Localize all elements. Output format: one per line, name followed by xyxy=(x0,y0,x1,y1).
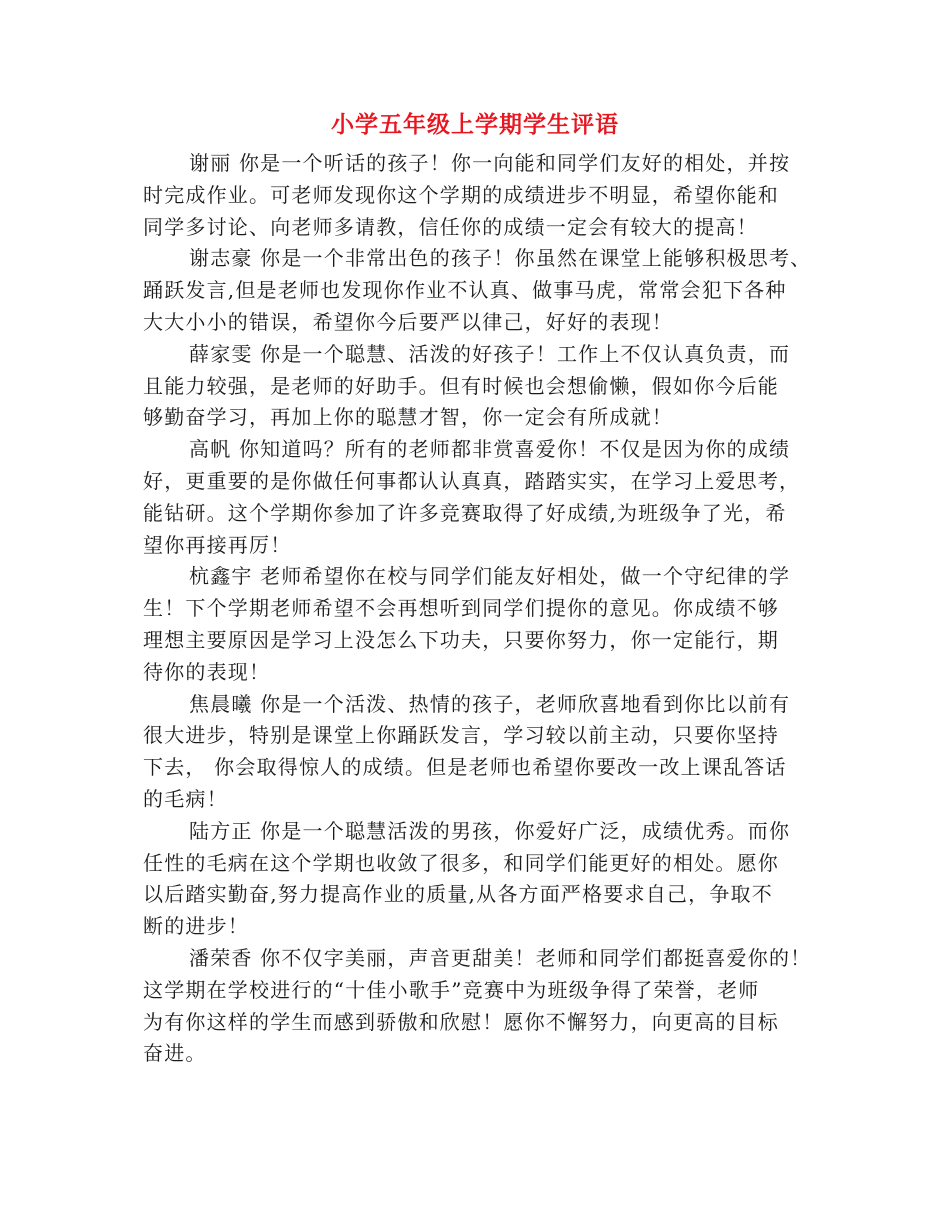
comment-line: 好，更重要的是你做任何事都认认真真，踏踏实实，在学习上爱思考， xyxy=(143,468,801,493)
comment-paragraph xyxy=(143,339,843,434)
comment-line: 这学期在学校进行的“十佳小歌手”竞赛中为班级争得了荣誉，老师 xyxy=(143,977,760,1002)
comment-line: 为有你这样的学生而感到骄傲和欣慰！愿你不懈努力，向更高的目标 xyxy=(143,1009,779,1034)
document-body xyxy=(143,148,843,1070)
comment-paragraph xyxy=(143,816,843,943)
comment-line: 时完成作业。可老师发现你这个学期的成绩进步不明显，希望你能和 xyxy=(143,182,779,207)
comment-line: 下去， 你会取得惊人的成绩。但是老师也希望你要改一改上课乱答话 xyxy=(143,755,787,780)
comment-paragraph xyxy=(143,689,843,816)
comment-line: 任性的毛病在这个学期也收敛了很多，和同学们能更好的相处。愿你 xyxy=(143,850,779,875)
comment-line: 陆方正 你是一个聪慧活泼的男孩，你爱好广泛，成绩优秀。而你 xyxy=(189,818,791,843)
comment-line: 望你再接再厉！ xyxy=(143,532,292,557)
comment-line: 潘荣香 你不仅字美丽，声音更甜美！老师和同学们都挺喜爱你的！ xyxy=(189,945,812,970)
comment-line: 的毛病！ xyxy=(143,786,228,811)
comment-line: 待你的表现！ xyxy=(143,659,271,684)
comment-line: 同学多讨论、向老师多请教，信任你的成绩一定会有较大的提高！ xyxy=(143,214,758,239)
comment-paragraph xyxy=(143,148,843,243)
comment-paragraph xyxy=(143,943,843,1070)
comment-line: 大大小小的错误，希望你今后要严以律己，好好的表现！ xyxy=(143,309,673,334)
comment-line: 且能力较强，是老师的好助手。但有时候也会想偷懒，假如你今后能 xyxy=(143,373,779,398)
comment-line: 很大进步，特别是课堂上你踊跃发言，学习较以前主动，只要你坚持 xyxy=(143,723,779,748)
comment-line: 焦晨曦 你是一个活泼、热情的孩子，老师欣喜地看到你比以前有 xyxy=(189,691,791,716)
comment-line: 理想主要原因是学习上没怎么下功夫，只要你努力，你一定能行，期 xyxy=(143,627,779,652)
comment-line: 够勤奋学习，再加上你的聪慧才智，你一定会有所成就！ xyxy=(143,405,673,430)
comment-line: 杭鑫宇 老师希望你在校与同学们能友好相处，做一个守纪律的学 xyxy=(189,564,791,589)
comment-paragraph xyxy=(143,561,843,688)
comment-line: 谢志豪 你是一个非常出色的孩子！你虽然在课堂上能够积极思考、 xyxy=(189,246,812,271)
comment-line: 踊跃发言,但是老师也发现你作业不认真、做事马虎，常常会犯下各种 xyxy=(143,278,787,303)
document-title: 小学五年级上学期学生评语 xyxy=(331,111,619,138)
comment-paragraph xyxy=(143,434,843,561)
comment-line: 薛家雯 你是一个聪慧、活泼的好孩子！工作上不仅认真负责，而 xyxy=(189,341,791,366)
comment-line: 高帆 你知道吗？所有的老师都非赏喜爱你！不仅是因为你的成绩 xyxy=(189,437,791,462)
comment-line: 以后踏实勤奋,努力提高作业的质量,从各方面严格要求自己，争取不 xyxy=(143,882,773,907)
comment-line: 奋进。 xyxy=(143,1041,207,1066)
comment-paragraph xyxy=(143,243,843,338)
comment-line: 断的进步！ xyxy=(143,914,249,939)
comment-line: 谢丽 你是一个听话的孩子！你一向能和同学们友好的相处，并按 xyxy=(189,151,791,175)
comment-line: 生！下个学期老师希望不会再想听到同学们提你的意见。你成绩不够 xyxy=(143,596,779,621)
comment-line: 能钻研。这个学期你参加了许多竞赛取得了好成绩,为班级争了光，希 xyxy=(143,500,787,525)
